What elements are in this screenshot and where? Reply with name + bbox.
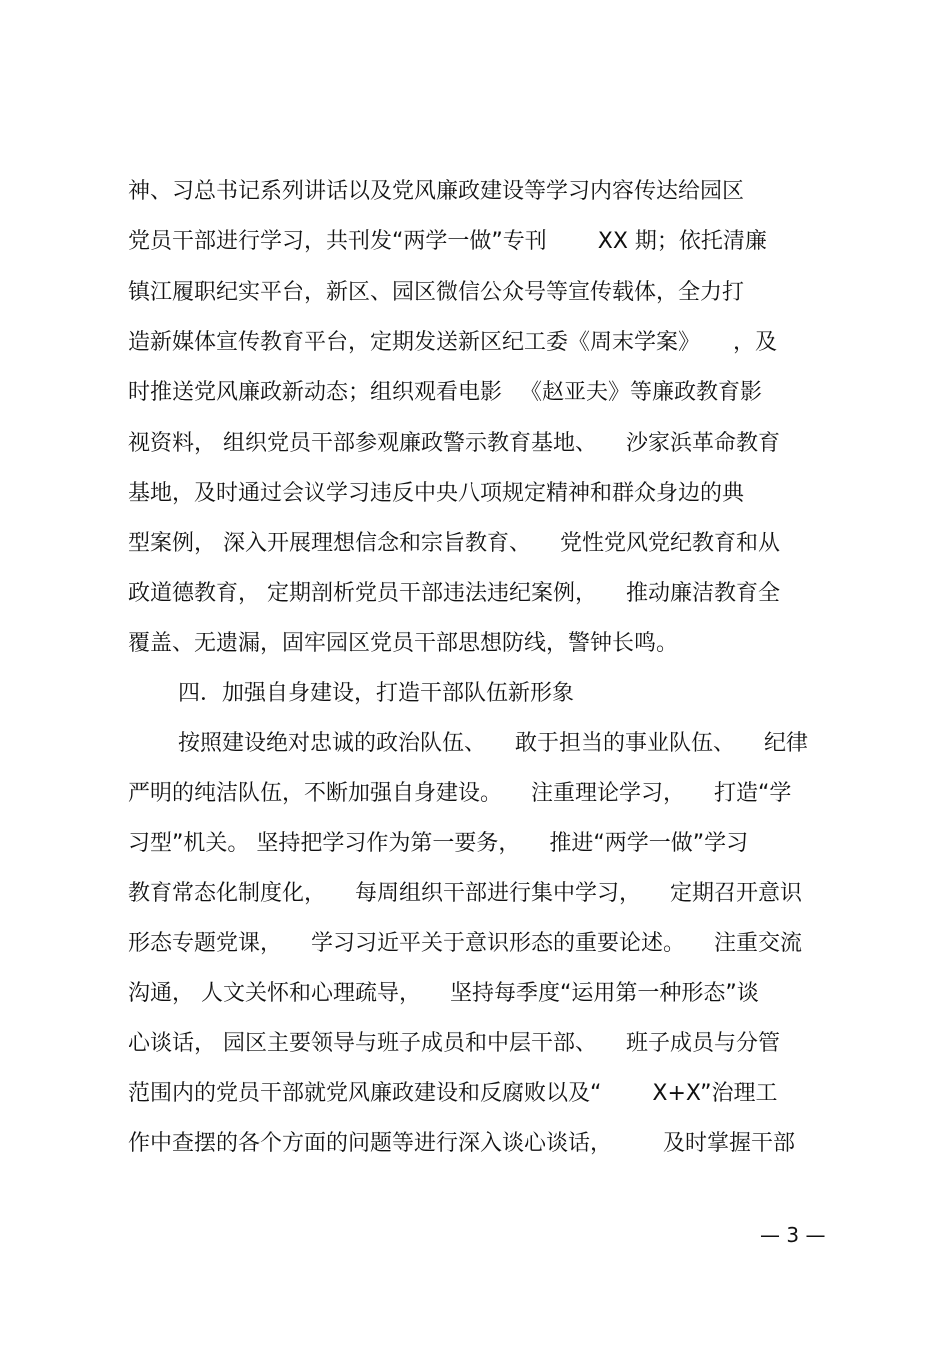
text-line-8: 型案例， 深入开展理想信念和宗旨教育、 党性党风党纪教育和从 <box>128 531 780 556</box>
text-line-13: 严明的纯洁队伍，不断加强自身建设。 注重理论学习， 打造“学 <box>128 781 792 806</box>
text-line-3: 镇江履职纪实平台，新区、园区微信公众号等宣传载体，全力打 <box>128 280 745 305</box>
section-heading: 四．加强自身建设，打造干部队伍新形象 <box>178 681 575 706</box>
page-number: — 3 — <box>760 1223 826 1247</box>
text-line-4: 造新媒体宣传教育平台，定期发送新区纪工委《周末学案》 ，及 <box>128 330 778 355</box>
text-line-5: 时推送党风廉政新动态；组织观看电影 《赵亚夫》等廉政教育影 <box>128 380 762 405</box>
text-line-2: 党员干部进行学习，共刊发“两学一做”专刊 XX 期；依托清廉 <box>128 229 767 254</box>
text-line-20: 作中查摆的各个方面的问题等进行深入谈心谈话， 及时掌握干部 <box>128 1131 795 1156</box>
text-line-14: 习型”机关。 坚持把学习作为第一要务， 推进“两学一做”学习 <box>128 831 749 856</box>
text-line-1: 神、习总书记系列讲话以及党风廉政建设等学习内容传达给园区 <box>128 179 745 204</box>
text-line-16: 形态专题党课， 学习习近平关于意识形态的重要论述。 注重交流 <box>128 931 802 956</box>
text-line-15: 教育常态化制度化， 每周组织干部进行集中学习， 定期召开意识 <box>128 881 802 906</box>
text-line-12: 按照建设绝对忠诚的政治队伍、 敢于担当的事业队伍、 纪律 <box>178 731 808 756</box>
text-line-17: 沟通， 人文关怀和心理疏导， 坚持每季度“运用第一种形态”谈 <box>128 981 759 1006</box>
text-line-18: 心谈话， 园区主要领导与班子成员和中层干部、 班子成员与分管 <box>128 1031 780 1056</box>
text-line-9: 政道德教育， 定期剖析党员干部违法违纪案例， 推动廉洁教育全 <box>128 581 780 606</box>
text-line-6: 视资料， 组织党员干部参观廉政警示教育基地、 沙家浜革命教育 <box>128 431 780 456</box>
text-line-19: 范围内的党员干部就党风廉政建设和反腐败以及“ X+X”治理工 <box>128 1081 778 1106</box>
text-line-10: 覆盖、无遗漏，固牢园区党员干部思想防线，警钟长鸣。 <box>128 631 679 656</box>
text-line-7: 基地，及时通过会议学习违反中央八项规定精神和群众身边的典 <box>128 481 745 506</box>
